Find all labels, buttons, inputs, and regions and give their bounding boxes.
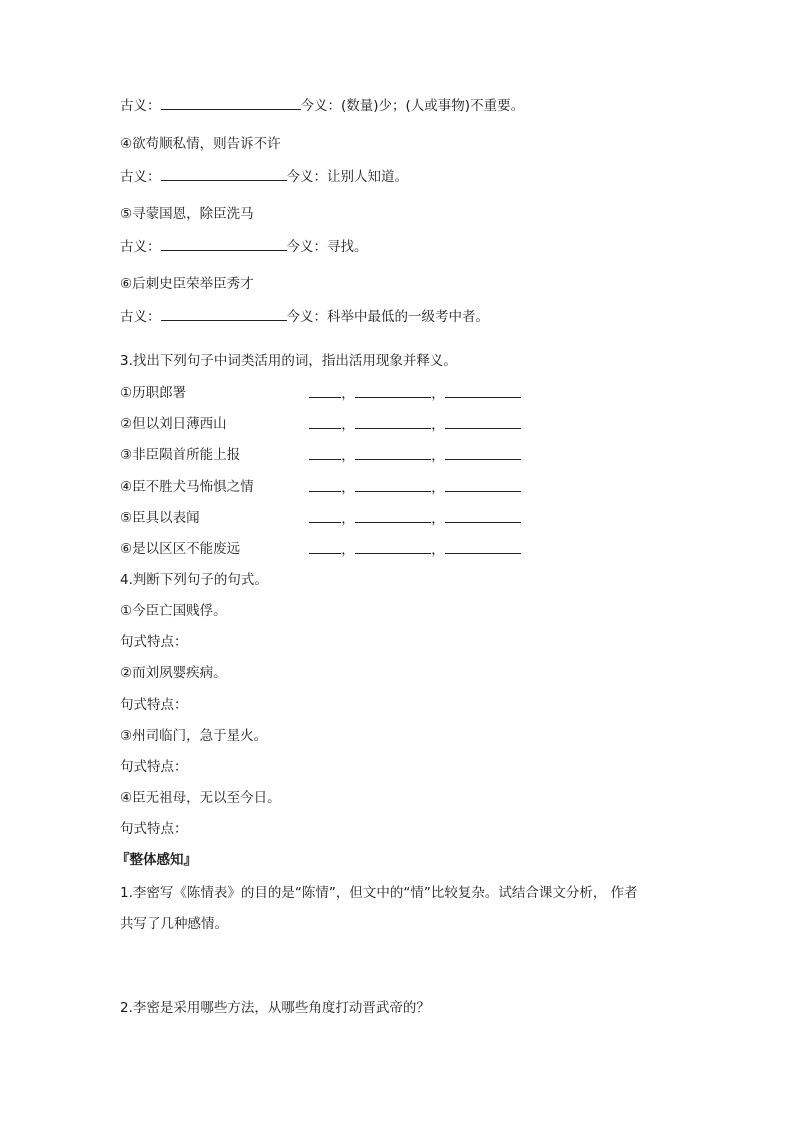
q3-row	[120, 539, 550, 559]
overall-q1-line2: 共写了几种感情。	[120, 916, 228, 932]
overall-q1-line1: 1.李密写《陈情表》的目的是“陈情”，但文中的“情”比较复杂。试结合课文分析， 作者	[120, 885, 638, 901]
q3-answers: ， ，	[309, 508, 521, 529]
answer-blank[interactable]	[161, 236, 287, 251]
jin-text: 让别人知道。	[327, 169, 408, 185]
answer-blank[interactable]	[445, 539, 521, 554]
q4-sentence: ①今臣亡国贱俘。	[120, 603, 227, 619]
q3-answers: ， ，	[309, 539, 521, 560]
q3-sentence: ⑥是以区区不能废远	[120, 541, 241, 557]
q3-row	[120, 383, 550, 403]
jin-label: 今义：	[286, 309, 327, 325]
answer-blank[interactable]	[355, 383, 431, 398]
answer-blank[interactable]	[445, 383, 521, 398]
vocab-item4-line	[120, 166, 408, 187]
q3-row	[120, 445, 550, 465]
section-heading: 『整体感知』	[116, 852, 197, 868]
answer-blank[interactable]	[309, 414, 341, 429]
gu-label: 古义：	[120, 309, 161, 325]
q4-sentence: ②而刘夙婴疾病。	[120, 665, 227, 681]
q3-sentence: ①历职郎署	[120, 385, 187, 401]
answer-blank[interactable]	[355, 414, 431, 429]
gu-label: 古义：	[120, 98, 161, 114]
q3-sentence: ④臣不胜犬马怖惧之情	[120, 479, 254, 495]
q4-feature-label: 句式特点：	[120, 759, 188, 775]
q3-answers: ， ，	[309, 445, 521, 466]
q4-sentence: ③州司临门，急于星火。	[120, 728, 268, 744]
q3-answers: ， ，	[309, 414, 521, 435]
jin-text: 科举中最低的一级考中者。	[327, 309, 489, 325]
answer-blank[interactable]	[445, 508, 521, 523]
vocab-item4-sentence: ④欲苟顺私情，则告诉不许	[120, 136, 281, 152]
q3-answers: ， ，	[309, 477, 521, 498]
answer-blank[interactable]	[355, 477, 431, 492]
jin-text: 寻找。	[327, 239, 368, 255]
answer-blank[interactable]	[445, 445, 521, 460]
answer-blank[interactable]	[355, 539, 431, 554]
q3-title: 3.找出下列句子中词类活用的词，指出活用现象并释义。	[120, 353, 457, 369]
vocab-item6-sentence: ⑥后刺史臣荣举臣秀才	[120, 276, 254, 292]
q3-answers: ， ，	[309, 383, 521, 404]
answer-blank[interactable]	[309, 383, 341, 398]
q4-feature-label: 句式特点：	[120, 634, 188, 650]
q3-row	[120, 477, 550, 497]
answer-blank[interactable]	[161, 95, 301, 110]
answer-blank[interactable]	[445, 477, 521, 492]
q4-sentence: ④臣无祖母，无以至今日。	[120, 790, 281, 806]
q4-feature-label: 句式特点：	[120, 821, 188, 837]
q3-row	[120, 508, 550, 528]
jin-label: 今义：	[286, 169, 327, 185]
answer-blank[interactable]	[445, 414, 521, 429]
answer-blank[interactable]	[309, 445, 341, 460]
q4-title: 4.判断下列句子的句式。	[120, 572, 268, 588]
vocab-item6-line	[120, 306, 489, 327]
overall-q2: 2.李密是采用哪些方法，从哪些角度打动晋武帝的？	[120, 1000, 430, 1016]
answer-blank[interactable]	[309, 539, 341, 554]
vocab-item5-line	[120, 236, 368, 257]
q4-feature-label: 句式特点：	[120, 697, 188, 713]
gu-label: 古义：	[120, 239, 161, 255]
answer-blank[interactable]	[161, 306, 287, 321]
jin-label: 今义：	[300, 98, 341, 114]
answer-blank[interactable]	[355, 508, 431, 523]
answer-blank[interactable]	[355, 445, 431, 460]
gu-label: 古义：	[120, 169, 161, 185]
q3-sentence: ⑤臣具以表闻	[120, 510, 200, 526]
answer-blank[interactable]	[161, 166, 287, 181]
q3-sentence: ②但以刘日薄西山	[120, 416, 227, 432]
jin-label: 今义：	[286, 239, 327, 255]
answer-blank[interactable]	[309, 508, 341, 523]
q3-row	[120, 414, 550, 434]
jin-text: (数量)少；(人或事物)不重要。	[341, 98, 525, 114]
vocab-prev-line	[120, 95, 524, 116]
q3-sentence: ③非臣陨首所能上报	[120, 447, 241, 463]
answer-blank[interactable]	[309, 477, 341, 492]
vocab-item5-sentence: ⑤寻蒙国恩，除臣洗马	[120, 206, 254, 222]
